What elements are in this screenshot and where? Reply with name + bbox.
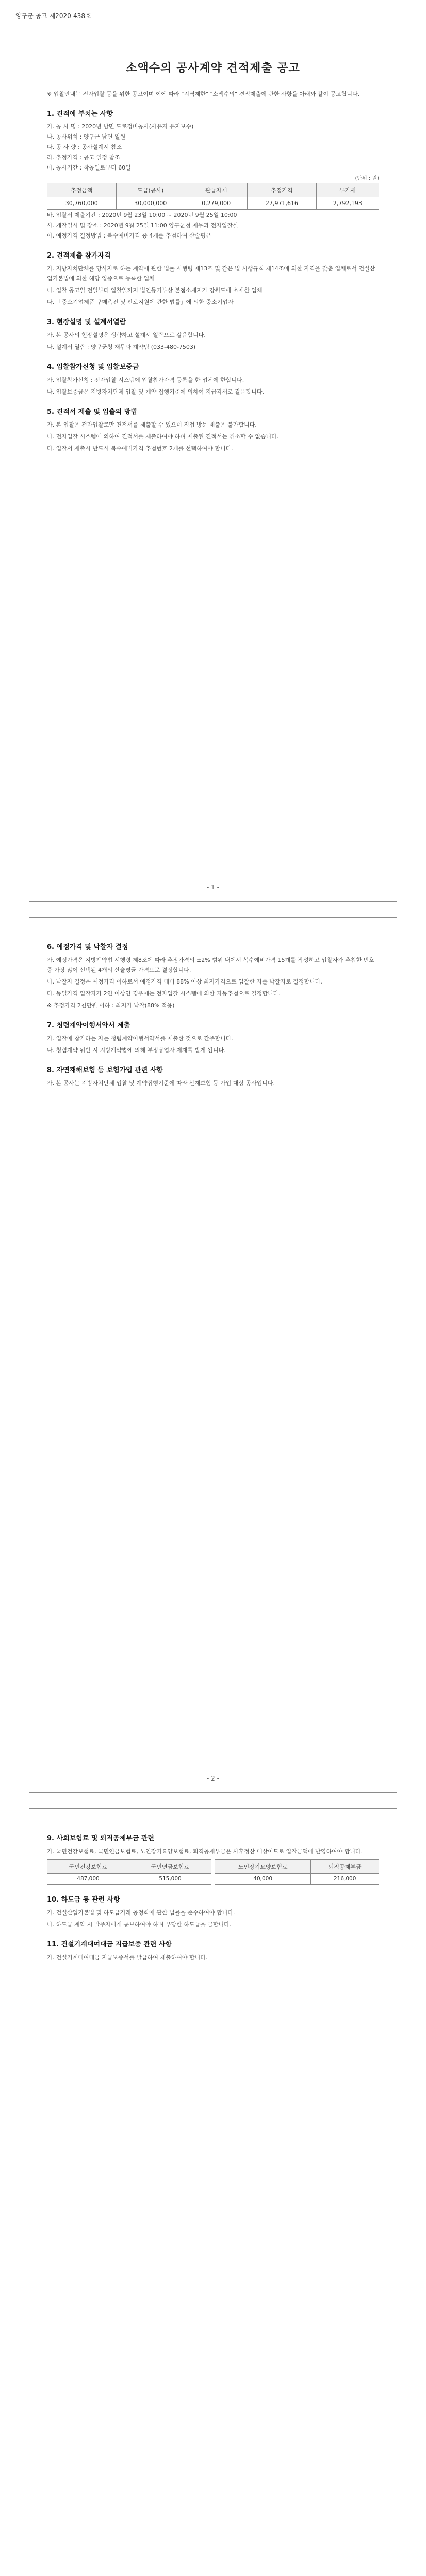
table-cell: 515,000 [129,1874,211,1885]
table-header: 추정가격 [248,183,317,197]
table-cell: 2,792,193 [316,197,379,210]
table-cell: 30,760,000 [47,197,117,210]
sec1-line: 라. 추정가격 : 공고 일정 참조 [47,154,120,161]
page-frame-2 [29,917,397,1793]
section-10-title: 10. 하도급 등 관련 사항 [47,1896,120,1904]
sec8-para: 가. 본 공사는 지방자치단체 입찰 및 계약집행기준에 따라 산재보험 등 가입 대상 공사입니다. [47,1080,275,1087]
table-cell: 216,000 [311,1874,379,1885]
section-4-title: 4. 입찰참가신청 및 입찰보증금 [47,363,139,371]
sec1-extra: 사. 개찰일시 및 장소 : 2020년 9월 25일 11:00 양구군청 재무과 전자입찰실 [47,222,238,229]
intro-text: ※ 입찰안내는 전자입찰 등을 위한 공고이며 이에 따라 "지역제한" "소액수의" 견적제출에 관한 사항을 아래와 같이 공고합니다. [47,91,360,97]
sec7-para: 가. 입찰에 참가하는 자는 청렴계약이행서약서를 제출한 것으로 간주합니다. [47,1035,233,1042]
table-cell: 0,279,000 [185,197,248,210]
section-7-title: 7. 청렴계약이행서약서 제출 [47,1022,130,1029]
sec1-line: 가. 공 사 명 : 2020년 남면 도로정비공사(사유지 유지보수) [47,123,194,130]
sec10-para: 나. 하도급 계약 시 발주자에게 통보하여야 하며 부당한 하도급을 금합니다. [47,1921,232,1928]
sec4-para: 나. 입찰보증금은 지방자치단체 입찰 및 계약 집행기준에 의하여 지급각서로 갈음합니다. [47,388,264,395]
sec1-extra: 아. 예정가격 결정방법 : 복수예비가격 중 4개를 추첨하여 산술평균 [47,232,211,239]
notice-number: 양구군 공고 제2020-438호 [15,12,91,20]
table-header: 국민건강보험료 [47,1860,129,1874]
sec11-para: 가. 건설기계대여대금 지급보증서를 발급하여 제출하여야 합니다. [47,1954,208,1961]
table-cell: 40,000 [215,1874,311,1885]
section-1-title: 1. 견적에 부치는 사항 [47,110,113,118]
insurance-tables [47,1859,379,1885]
table-header: 추정금액 [47,183,117,197]
sec2-para: 다. 「중소기업제품 구매촉진 및 판로지원에 관한 법률」에 의한 중소기업자 [47,299,234,306]
sec1-line: 나. 공사위치 : 양구군 남면 일원 [47,133,126,140]
sec1-line: 다. 공 사 량 : 공사설계서 참조 [47,144,122,150]
sec2-para: 가. 지방자치단체를 당사자로 하는 계약에 관한 법률 시행령 제13조 및 같은 법 시행규칙 제14조에 의한 자격을 갖춘 업체로서 건설산업기본법에 의한 해당 업종으로 등록한 업체 [47,265,375,282]
price-table [47,183,379,210]
sec6-para: 다. 동일가격 입찰자가 2인 이상인 경우에는 전자입찰 시스템에 의한 자동추첨으로 결정합니다. [47,990,281,997]
page-number: - 2 - [207,1775,219,1782]
sec6-note: ※ 추정가격 2천만원 이하 : 최저가 낙찰(88% 적용) [47,1002,175,1009]
sec7-para: 나. 청렴계약 위반 시 지방계약법에 의해 부정당업자 제재를 받게 됩니다. [47,1047,226,1054]
table-unit: (단위 : 원) [355,176,379,181]
section-5-title: 5. 견적서 제출 및 입출의 방법 [47,408,137,416]
sec3-para: 가. 본 공사의 현장설명은 생략하고 설계서 열람으로 갈음합니다. [47,332,206,338]
sec1-line: 마. 공사기간 : 착공일로부터 60일 [47,164,131,171]
section-11-title: 11. 건설기계대여대금 지급보증 관련 사항 [47,1941,172,1948]
sec5-para: 나. 전자입찰 시스템에 의하여 견적서를 제출하여야 하며 제출된 견적서는 취소할 수 없습니다. [47,433,279,440]
table-header: 퇴직공제부금 [311,1860,379,1874]
insurance-table-1 [47,1859,211,1885]
table-header: 국민연금보험료 [129,1860,211,1874]
section-8-title: 8. 자연재해보험 등 보험가입 관련 사항 [47,1066,163,1074]
table-header: 도급(공사) [116,183,185,197]
sec1-extra: 바. 입찰서 제출기간 : 2020년 9월 23일 10:00 ~ 2020년 9월 25일 10:00 [47,212,237,218]
page-frame-3 [29,1808,397,2576]
table-header: 노인장기요양보험료 [215,1860,311,1874]
document-title: 소액수의 공사계약 견적제출 공고 [126,62,300,75]
sec9-para: 가. 국민건강보험료, 국민연금보험료, 노인장기요양보험료, 퇴직공제부금은 사후정산 대상이므로 입찰금액에 반영하여야 합니다. [47,1848,363,1855]
page-number: - 1 - [207,884,219,891]
sec5-para: 가. 본 입찰은 전자입찰로만 견적서를 제출할 수 있으며 직접 방문 제출은 불가합니다. [47,421,257,428]
table-cell: 30,000,000 [116,197,185,210]
table-header: 관급자재 [185,183,248,197]
insurance-table-2 [215,1859,379,1885]
page-frame-1 [29,26,397,902]
table-cell: 27,971,616 [248,197,317,210]
section-3-title: 3. 현장설명 및 설계서열람 [47,318,126,326]
sec5-para: 다. 입찰서 제출시 반드시 복수예비가격 추첨번호 2개를 선택하여야 합니다. [47,445,233,452]
table-cell: 487,000 [47,1874,129,1885]
sec4-para: 가. 입찰참가신청 : 전자입찰 시스템에 입찰참가자격 등록을 한 업체에 한합니다. [47,377,244,383]
sec6-para: 가. 예정가격은 지방계약법 시행령 제8조에 따라 추정가격의 ±2% 범위 내에서 복수예비가격 15개를 작성하고 입찰자가 추첨한 번호 중 가장 많이 선택된 4개의 산술평균 가격으로 결정합니다. [47,957,374,973]
sec2-para: 나. 입찰 공고일 전일부터 입찰일까지 법인등기부상 본점소재지가 강원도에 소재한 업체 [47,287,263,294]
section-2-title: 2. 견적제출 참가자격 [47,252,111,260]
section-9-title: 9. 사회보험료 및 퇴직공제부금 관련 [47,1835,154,1842]
table-header: 부가세 [316,183,379,197]
sec10-para: 가. 건설산업기본법 및 하도급거래 공정화에 관한 법률을 준수하여야 합니다. [47,1909,235,1916]
section-6-title: 6. 예정가격 및 낙찰자 결정 [47,943,128,951]
sec6-para: 나. 낙찰자 결정은 예정가격 이하로서 예정가격 대비 88% 이상 최저가격으로 입찰한 자를 낙찰자로 결정합니다. [47,978,322,985]
sec3-para: 나. 설계서 열람 : 양구군청 재무과 계약팀 (033-480-7503) [47,344,196,350]
